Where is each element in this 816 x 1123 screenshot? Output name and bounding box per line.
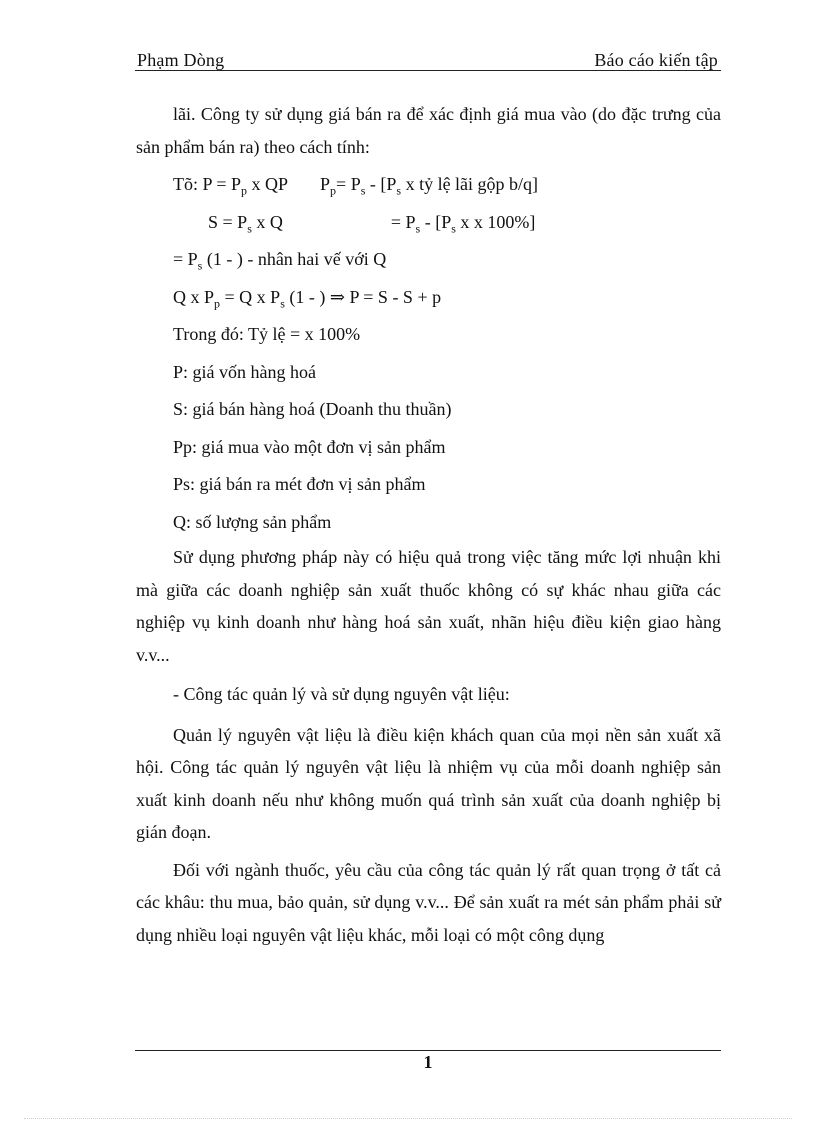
page-edge-dotted-line [24,1118,792,1119]
paragraph-intro: lãi. Công ty sử dụng giá bán ra để xác định giá mua vào (do đặc trưng của sản phẩm bán ra) theo cách tính: [136,104,721,157]
paragraph-material-management: Quản lý nguyên vật liệu là điều kiện khách quan của mọi nền sản xuất xã hội. Công tác quản lý nguyên vật liệu là nhiệm vụ của mỗi doanh nghiệp sản xuất kinh doanh nếu như không muốn quá trình sản xuất của doanh nghiệp bị gián đoạn. [136,724,721,842]
header-divider [135,70,721,71]
document-body [136,98,721,951]
formula-line-3: = $P_s$ (1 - ) - nhân hai vế với Q [173,249,387,273]
implies-arrow-icon: ⇒ [329,286,345,307]
formula-line-5: Trong đó: Tỷ lệ = x 100% [173,324,361,344]
formula-line-1: Tõ: $P = P_p$ x QP $P_p= P_s - [P_s$ x tỷ lệ lãi gộp b/q] [173,174,539,198]
definition-pp: Pp: giá mua vào một đơn vị sản phẩm [173,436,446,457]
footer-divider [135,1050,721,1051]
header-author: Phạm Dòng [137,50,225,70]
page-number: 1 [423,1052,433,1072]
definition-s: S: giá bán hàng hoá (Doanh thu thuần) [173,399,452,419]
formula-line-4: Q x $P_p = Q$ x $P_s$ (1 - ) ⇒ P = S - S + p [173,286,442,311]
paragraph-pharma-requirements: Đối với ngành thuốc, yêu cầu của công tác quản lý rất quan trọng ở tất cả các khâu: thu mua, bảo quản, sử dụng v.v... Để sản xuất ra mét sản phẩm phải sử dụng nhiều loại nguyên vật liệu khác, mỗi loại có một công dụng [136,859,721,945]
header-report-title: Báo cáo kiến tập [594,50,718,70]
definition-q: Q: số lượng sản phẩm [173,511,332,532]
formula-line-2: $S = P_s$ x $Q = P_s - [P_s$ x x 100%] [208,211,536,236]
definition-ps: Ps: giá bán ra mét đơn vị sản phẩm [173,474,426,494]
paragraph-method-effect: Sử dụng phương pháp này có hiệu quả trong việc tăng mức lợi nhuận khi mà giữa các doanh nghiệp sản xuất thuốc không có sự khác nhau giữa các nghiệp vụ kinh doanh như hàng hoá sản xuất, nhãn hiệu điều kiện giao hàng v.v... [136,547,721,665]
definition-p: P: giá vốn hàng hoá [173,361,316,382]
section-heading: - Công tác quản lý và sử dụng nguyên vật liệu: [173,684,510,704]
